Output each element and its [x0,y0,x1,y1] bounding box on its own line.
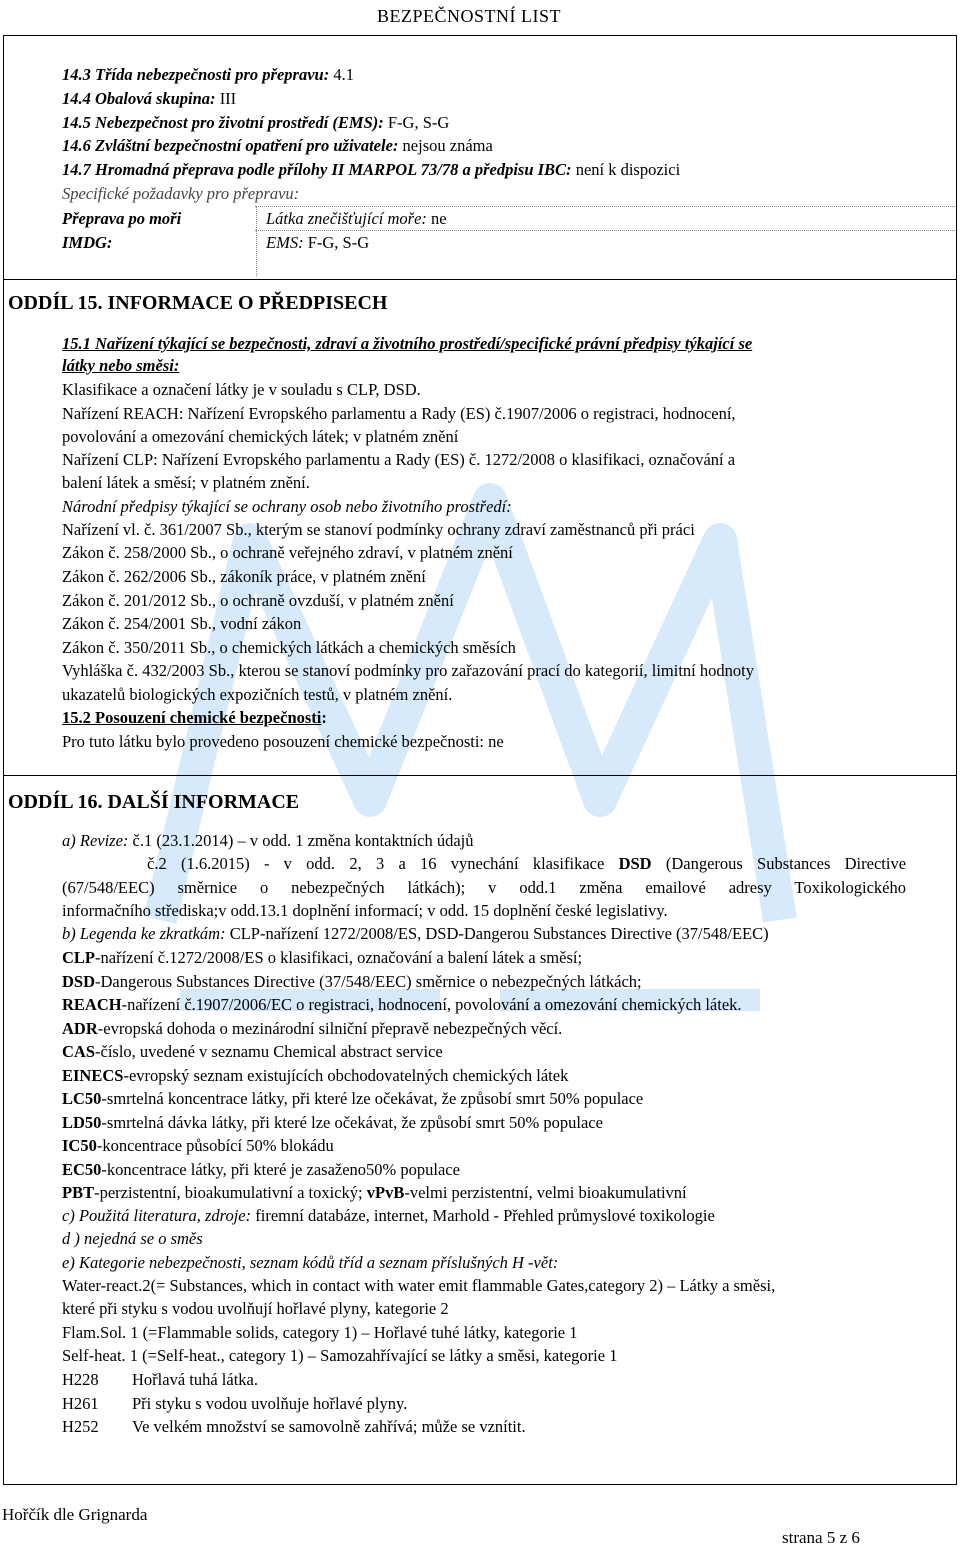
abbr-value: -nařízení č.1272/2008/ES o klasifikaci, označování a balení látek a směsí; [95,948,583,967]
abbr-key: LD50 [62,1112,102,1132]
s14-label: 14.7 Hromadná přeprava podle přílohy II MARPOL 73/78 a předpisu IBC: [62,160,572,179]
abbr-key: ADR [62,1018,98,1038]
s14-value: F-G, S-G [303,233,370,252]
s14-line-class [62,65,354,85]
s15-national-heading: Národní předpisy týkající se ochrany osob nebo životního prostředí: [62,497,512,516]
s14-label: 14.4 Obalová skupina: [62,89,216,108]
s16-abbr: DSD [618,854,652,873]
s14-label: Látka znečišťující moře: [266,209,427,228]
s16-category: Self-heat. 1 (=Self-heat., category 1) – Samozahřívající se látky a směsi, kategorie 1 [62,1346,618,1365]
s16-legend [62,924,769,944]
section-15-title: ODDÍL 15. INFORMACE O PŘEDPISECH [8,292,388,314]
s16-value: CLP-nařízení 1272/2008/ES, DSD-Dangerou Substances Directive (37/548/EEC) [225,924,769,943]
s14-pollutant [266,209,447,229]
h-text: Ve velkém množství se samovolně zahřívá; může se vznítit. [132,1417,526,1436]
s15-text: Klasifikace a označení látky je v souladu s CLP, DSD. [62,380,421,399]
s14-line-marpol [62,160,680,180]
s16-label: b) Legenda ke zkratkám: [62,924,226,943]
abbr-key: CLP [62,948,95,967]
abbr-item [62,948,582,968]
s16-revision-3: (67/548/EEC) směrnice o nebezpečných látkách); v odd.1 změna emailové adresy Toxikologického [62,878,906,897]
s14-label: 14.5 Nebezpečnost pro životní prostředí (EMS): [62,113,384,132]
s16-pbt [62,1183,687,1203]
abbr-value: -smrtelná koncentrace látky, při které lze očekávat, že způsobí smrt 50% populace [101,1089,644,1108]
document-header: BEZPEČNOSTNÍ LIST [377,6,561,26]
s14-label: EMS: [266,233,304,252]
s16-revision-4: informačního střediska;v odd.13.1 doplnění informací; v odd. 15 doplnění české legislativy. [62,901,668,920]
s14-line-special [62,136,493,156]
s14-value: nejsou známa [398,136,493,155]
abbr-value: -koncentrace působící 50% blokádu [96,1136,334,1155]
s15-law: ukazatelů biologických expozičních testů, v platném znění. [62,685,453,704]
s16-category: Water-react.2(= Substances, which in contact with water emit flammable Gates,category 2) – Látky a směsi, [62,1276,776,1295]
s14-line-env [62,113,449,133]
s15-law: Zákon č. 201/2012 Sb., o ochraně ovzduší, v platném znění [62,591,454,610]
s14-value: III [215,89,237,108]
s15-text: Nařízení CLP: Nařízení Evropského parlamentu a Rady (ES) č. 1272/2008 o klasifikaci, označování a [62,450,736,469]
s16-revision [62,831,473,851]
s14-sea-label: Přeprava po moři [62,209,182,228]
s15-text: Nařízení REACH: Nařízení Evropského parlamentu a Rady (ES) č.1907/2006 o registraci, hodnocení, [62,404,736,423]
abbr-key: REACH [62,995,122,1014]
h-code: H261 [62,1393,99,1413]
s14-value: 4.1 [329,65,354,84]
abbr-value: -Dangerous Substances Directive (37/548/EEC) směrnice o nebezpečných látkách; [95,971,642,991]
abbr-key: EC50 [62,1159,102,1179]
s16-value: -velmi perzistentní, velmi bioakumulativní [404,1183,687,1202]
h-code: H228 [62,1370,99,1389]
abbr-value: -číslo, uvedené v seznamu Chemical abstract service [95,1042,443,1061]
abbr-item [62,1160,460,1180]
s15-law: Zákon č. 262/2006 Sb., zákoník práce, v platném znění [62,567,426,586]
s15-2-heading-text: 15.2 Posouzení chemické bezpečnosti [62,708,322,727]
abbr-item [62,1066,568,1086]
abbr-key: LC50 [62,1089,102,1108]
s15-law: Zákon č. 254/2001 Sb., vodní zákon [62,614,302,633]
s14-imdg-label: IMDG: [62,233,113,252]
abbr-value: -evropský seznam existujících obchodovatelných chemických látek [123,1065,569,1085]
abbr-item [62,995,742,1015]
footer-product: Hořčík dle Grignarda [2,1505,148,1524]
s16-category: které při styku s vodou uvolňují hořlavé plyny, kategorie 2 [62,1299,449,1318]
s15-law: Nařízení vl. č. 361/2007 Sb., kterým se stanoví podmínky ochrany zdraví zaměstnanců při práci [62,520,695,539]
abbr-key: DSD [62,971,96,991]
s15-1-heading: 15.1 Nařízení týkající se bezpečnosti, zdraví a životního prostředí/specifické právní předpisy týkající se [62,334,753,353]
footer-page-number: strana 5 z 6 [782,1528,860,1547]
s16-value: (Dangerous Substances Directive [651,854,907,873]
abbr-item [62,1136,334,1156]
s16-abbr: PBT [62,1183,95,1202]
table-divider [255,230,955,231]
abbr-item [62,1042,443,1062]
s14-specific-req: Specifické požadavky pro přepravu: [62,184,300,203]
abbr-key: CAS [62,1042,96,1061]
s14-ems [266,233,369,253]
abbr-item [62,1089,643,1109]
s16-label: a) Revize: [62,831,129,850]
s15-text: balení látek a směsí; v platném znění. [62,473,310,492]
abbr-key: EINECS [62,1065,124,1085]
h-statement [62,1370,258,1390]
s16-value: č.2 (1.6.2015) - v odd. 2, 3 a 16 vynechání klasifikace [147,854,605,873]
h-statement [62,1394,407,1414]
s16-label: c) Použitá literatura, zdroje: [62,1206,252,1225]
s15-law: Zákon č. 350/2011 Sb., o chemických látkách a chemických směsích [62,638,516,657]
abbr-value: -koncentrace látky, při které je zasaženo50% populace [101,1159,460,1179]
abbr-value: -evropská dohoda o mezinárodní silniční přepravě nebezpečných věcí. [97,1018,563,1038]
s14-value: F-G, S-G [383,113,450,132]
s16-mixture: d ) nejedná se o směs [62,1229,203,1248]
abbr-item [62,1113,603,1133]
abbr-item [62,1019,562,1039]
s14-label: 14.3 Třída nebezpečnosti pro přepravu: [62,65,330,84]
s15-text: povolování a omezování chemických látek; v platném znění [62,427,459,446]
s15-2-heading [62,708,327,728]
s16-value: č.1 (23.1.2014) – v odd. 1 změna kontaktních údajů [128,831,474,850]
abbr-value: -smrtelná dávka látky, při které lze očekávat, že způsobí smrt 50% populace [101,1112,603,1132]
s14-value: není k dispozici [571,160,681,179]
s16-literature [62,1206,715,1226]
s15-1-heading-cont: látky nebo směsi: [62,356,180,375]
s14-label: 14.6 Zvláštní bezpečnostní opatření pro uživatele: [62,136,399,155]
s16-categories-heading: e) Kategorie nebezpečnosti, seznam kódů tříd a seznam příslušných H -vět: [62,1253,559,1272]
h-text: Při styku s vodou uvolňuje hořlavé plyny. [132,1393,408,1413]
s15-2-heading-colon: : [321,708,327,727]
h-code: H252 [62,1417,99,1436]
s16-value: firemní databáze, internet, Marhold - Přehled průmyslové toxikologie [251,1206,715,1225]
s14-value: ne [426,209,447,228]
section-16-title: ODDÍL 16. DALŠÍ INFORMACE [8,791,300,813]
s15-law: Vyhláška č. 432/2003 Sb., kterou se stanoví podmínky pro zařazování prací do kategorií, limitní hodnoty [62,661,754,680]
s16-category: Flam.Sol. 1 (=Flammable solids, category 1) – Hořlavé tuhé látky, kategorie 1 [62,1323,578,1342]
s15-law: Zákon č. 258/2000 Sb., o ochraně veřejného zdraví, v platném znění [62,543,513,562]
h-statement [62,1417,526,1437]
s14-line-group [62,89,236,109]
s16-revision-2 [147,854,906,874]
s16-abbr: vPvB [366,1183,405,1202]
abbr-item [62,972,642,992]
abbr-value: -nařízení č.1907/2006/EC o registraci, hodnocení, povolování a omezování chemických látek. [121,995,742,1014]
s16-value: -perzistentní, bioakumulativní a toxický; [94,1183,367,1202]
abbr-key: IC50 [62,1136,97,1155]
h-text: Hořlavá tuhá látka. [132,1370,258,1389]
table-divider [255,206,955,207]
s15-csa: Pro tuto látku bylo provedeno posouzení chemické bezpečnosti: ne [62,732,504,751]
table-divider [256,206,257,276]
